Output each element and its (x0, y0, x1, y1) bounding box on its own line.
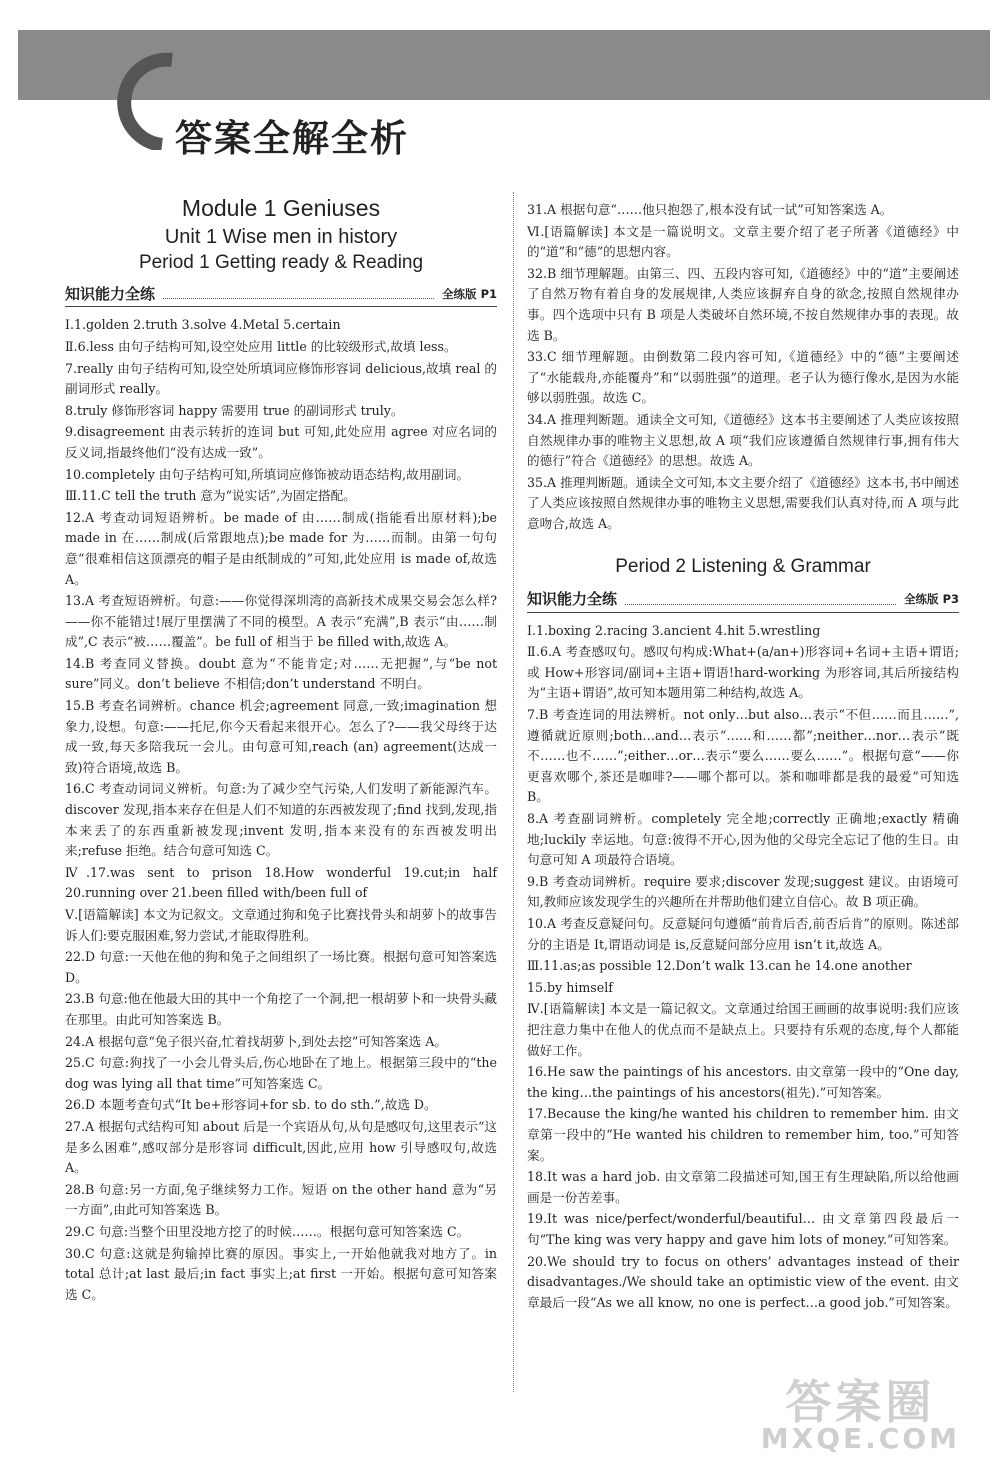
answer-item: 10.A 考查反意疑问句。反意疑问句遵循“前肯后否,前否后肯”的原则。陈述部分的主语是 It,谓语动词是 is,反意疑问部分应用 isn’t it,故选 A。 (527, 916, 959, 952)
answer-item: 18.It was a hard job. 由文章第二段描述可知,国王有生理缺陷,所以给他画画是一份苦差事。 (527, 1169, 959, 1205)
answer-item: 8.A 考查副词辨析。completely 完全地;correctly 正确地;exactly 精确地;luckily 幸运地。句意:彼得不开心,因为他的父母完全忘记了他的生日。由句意可知 A 项最符合语境。 (527, 811, 959, 868)
answer-item: 26.D 本题考查句式“It be+形容词+for sb. to do sth.”,故选 D。 (65, 1097, 437, 1113)
answer-item: 30.C 句意:这就是狗输掉比赛的原因。事实上,一开始他就我对地方了。in total 总计;at last 最后;in fact 事实上;at first 一开始。根据句意可知答案选 C。 (65, 1245, 497, 1302)
answer-item: Ⅴ.[语篇解读] 本文为记叙文。文章通过狗和兔子比赛找骨头和胡萝卜的故事告诉人们:要克服困难,努力尝试,才能取得胜利。 (65, 907, 497, 943)
right-column (527, 200, 959, 1314)
answer-item: 16.C 考查动词词义辨析。句意:为了减少空气污染,人们发明了新能源汽车。discover 发现,指本来存在但是人们不知道的东西被发现了;find 找到,发现,指本来丢了的东西重新被发现;invent 发明,指本来没有的东西被发明出来;refuse 拒绝。结合句意可知选 C。 (65, 781, 497, 859)
answer-item: 22.D 句意:一天他在他的狗和兔子之间组织了一场比赛。根据句意可知答案选 D。 (65, 949, 497, 985)
answer-list (527, 621, 959, 1314)
answer-item: 35.A 推理判断题。通读全文可知,本文主要介绍了《道德经》这本书,书中阐述了人类应该按照自然规律办事的唯物主义思想,需要我们认真对待,而 A 项与此意吻合,故选 A。 (527, 474, 959, 531)
answer-item: 31.A 根据句意“……他只抱怨了,根本没有试一试”可知答案选 A。 (527, 202, 893, 217)
answer-item: 13.A 考查短语辨析。句意:——你觉得深圳湾的高新技术成果交易会怎么样?——你不能错过!展厅里摆满了不同的模型。A 表示“充满”,B 表示“由……制成”,C 表示“被……覆盖”。be full of 相当于 be filled with,故选 A。 (65, 593, 497, 650)
answer-item: Ⅵ.[语篇解读] 本文是一篇说明文。文章主要介绍了老子所著《道德经》中的“道”和“德”的思想内容。 (527, 223, 959, 260)
answer-item: 15.B 考查名词辨析。chance 机会;agreement 同意,一致;imagination 想象力,设想。句意:——托尼,你今天看起来很开心。怎么了?——我父母终于达成一致,每天多陪我玩一会儿。由句意可知,reach (an) agreement(达成一致)符合语境,故选 B。 (65, 698, 497, 775)
answer-item: 20.We should try to focus on others’ advantages instead of their disadvantages./We should take an optimistic view of the event. 由文章最后一段“As we all know, no one is perfect…a good job.”可知答案。 (527, 1253, 959, 1310)
section-header (527, 589, 959, 613)
answer-item: 25.C 句意:狗找了一小会儿骨头后,伤心地卧在了地上。根据第三段中的“the dog was lying all that time”可知答案选 C。 (65, 1055, 497, 1091)
section-title: 知识能力全练 (65, 284, 156, 303)
answer-item: 29.C 句意:当整个田里没地方挖了的时候……。根据句意可知答案选 C。 (65, 1223, 470, 1239)
answer-item: Ⅰ.1.boxing 2.racing 3.ancient 4.hit 5.wrestling (527, 622, 821, 638)
ring-decoration-icon (112, 50, 182, 150)
answer-item: 27.A 根据句式结构可知 about 后是一个宾语从句,从句是感叹句,这里表示“这是多么困难”,感叹部分是形容词 difficult,因此,应用 how 引导感叹句,故选 A。 (65, 1118, 497, 1176)
unit-heading: Unit 1 Wise men in history (164, 225, 398, 248)
answer-item: Ⅰ.1.golden 2.truth 3.solve 4.Metal 5.certain (65, 317, 341, 333)
answer-item: 14.B 考查同义替换。doubt 意为“不能肯定;对……无把握”,与“be not sure”同义。don’t believe 不相信;don’t understand 不明白。 (65, 655, 497, 692)
period-heading: Period 1 Getting ready & Reading (138, 252, 424, 274)
section-header (65, 284, 497, 308)
module-heading: Module 1 Geniuses (181, 195, 381, 221)
answer-item: 9.B 考查动词辨析。require 要求;discover 发现;suggest 建议。由语境可知,教师应该发现学生的兴趣所在并帮助他们建立自信心。故 B 项正确。 (527, 873, 959, 910)
answer-item: 7.really 由句子结构可知,设空处所填词应修饰形容词 delicious,故填 real 的副词形式 really。 (65, 360, 497, 397)
answer-item: 10.completely 由句子结构可知,所填词应修饰被动语态结构,故用副词。 (65, 466, 470, 482)
dotted-leader (163, 298, 434, 299)
answer-item: Ⅱ.6.less 由句子结构可知,设空处应用 little 的比较级形式,故填 less。 (65, 338, 457, 354)
answer-item: 9.disagreement 由表示转折的连词 but 可知,此处应用 agree 对应名词的反义词,指最终他们“没有达成一致”。 (65, 424, 497, 460)
answer-item: Ⅲ.11.C tell the truth 意为“说实话”,为固定搭配。 (65, 488, 356, 504)
dotted-leader (625, 604, 896, 605)
watermark-text: 答案圈 (785, 1375, 936, 1429)
answer-item: 23.B 句意:他在他最大田的其中一个角挖了一个洞,把一根胡萝卜和一块骨头藏在那里。由此可知答案选 B。 (65, 991, 497, 1027)
answer-item: 17.Because the king/he wanted his children to remember him. 由文章第一段中的“He wanted his children to remember him, too.”可知答案。 (527, 1106, 959, 1163)
answer-item: Ⅳ.17.was sent to prison 18.How wonderful 19.cut;in half 20.running over 21.been filled with/been full of (65, 864, 497, 901)
answer-item: Ⅱ.6.A 考查感叹句。感叹句构成:What+(a/an+)形容词+名词+主语+谓语;或 How+形容词/副词+主语+谓语!hard-working 为形容词,其后所接结构为“主语+谓语”,故可知本题用第二种结构,故选 A。 (527, 644, 959, 701)
column-divider (513, 192, 514, 1392)
answer-item: 32.B 细节理解题。由第三、四、五段内容可知,《道德经》中的“道”主要阐述了自然万物有着自身的发展规律,人类应该摒弃自身的欲念,按照自然规律办事。四个选项中只有 B 项是人类破坏自然环境,不按自然规律办事的表现。故选 B。 (527, 265, 959, 343)
answer-item: 8.truly 修饰形容词 happy 需要用 true 的副词形式 truly。 (65, 402, 404, 418)
page-title: 答案全解全析 (175, 117, 409, 160)
answer-item: Ⅲ.11.as;as possible 12.Don’t walk 13.can he 14.one another (527, 958, 912, 974)
watermark-url: MXQE.COM (760, 1422, 960, 1455)
answer-list (65, 315, 497, 1305)
answer-item: 16.He saw the paintings of his ancestors. 由文章第一段中的“One day, the king…the paintings of his ancestors(祖先).”可知答案。 (527, 1064, 959, 1100)
period-heading: Period 2 Listening & Grammar (615, 555, 871, 577)
answer-item: 24.A 根据句意“兔子很兴奋,忙着找胡萝卜,到处去挖”可知答案选 A。 (65, 1033, 447, 1049)
answer-item: 7.B 考查连词的用法辨析。not only…but also…表示“不但……而且……”,遵循就近原则;both…and…表示“……和……都”;neither…nor…表示“既不……也不……”;either…or…表示“要么……要么……”。根据句意“——你更喜欢哪个,茶还是咖啡?——哪个都可以。茶和咖啡都是我的最爱”可知选 B。 (527, 707, 959, 805)
edition-label: 全练版 P1 (442, 286, 497, 301)
answer-item: 28.B 句意:另一方面,兔子继续努力工作。短语 on the other hand 意为“另一方面”,由此可知答案选 B。 (65, 1181, 497, 1218)
answer-item: 34.A 推理判断题。通读全文可知,《道德经》这本书主要阐述了人类应该按照自然规律办事的唯物主义思想,故 A 项“我们应该遵循自然规律行事,拥有伟大的德行”符合《道德经》的思想。故选 A。 (527, 411, 959, 469)
edition-label: 全练版 P3 (904, 592, 959, 607)
watermark (760, 1375, 960, 1455)
answer-item: 19.It was nice/perfect/wonderful/beautiful… 由文章第四段最后一句“The king was very happy and gave him lots of money.”可知答案。 (527, 1211, 959, 1247)
answer-item: 15.by himself (527, 979, 613, 995)
left-column (65, 190, 497, 1306)
answer-item: 33.C 细节理解题。由倒数第二段内容可知,《道德经》中的“德”主要阐述了“水能载舟,亦能覆舟”和“以弱胜强”的道理。老子认为德行像水,是因为水能够以弱胜强。故选 C。 (527, 349, 959, 406)
answer-item: 12.A 考查动词短语辨析。be made of 由……制成(指能看出原材料);be made in 在……制成(后常跟地点);be made for 为……而制。由第一句句意“很难相信这顶漂亮的帽子是由纸制成的”可知,此处应用 is made of,故选 A。 (65, 509, 497, 587)
section-title: 知识能力全练 (527, 590, 618, 609)
answer-item: Ⅳ.[语篇解读] 本文是一篇记叙文。文章通过给国王画画的故事说明:我们应该把注意力集中在他人的优点而不是缺点上。只要持有乐观的态度,每个人都能做好工作。 (527, 1001, 959, 1058)
answer-list (527, 200, 959, 535)
